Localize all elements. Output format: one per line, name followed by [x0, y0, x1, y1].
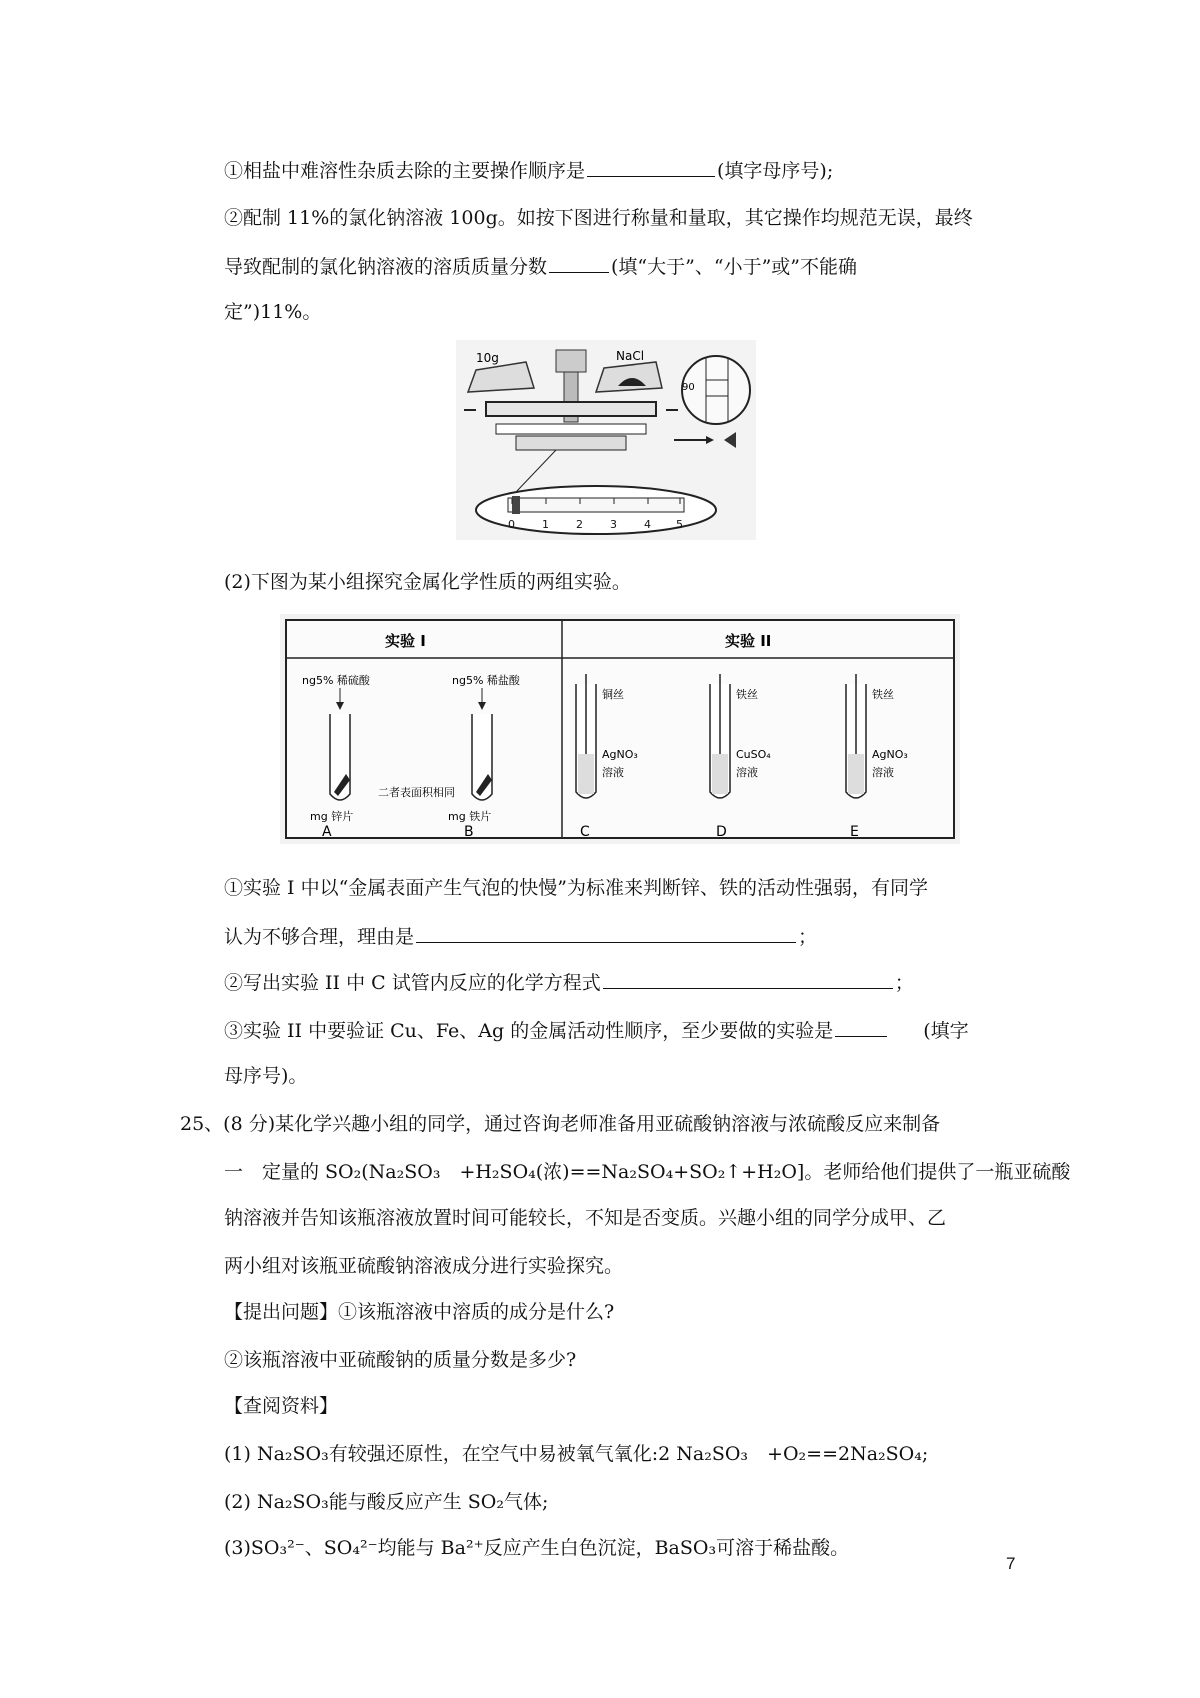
q25-line2: 一 定量的 SO₂(Na₂SO₃ +H₂SO₄(浓)==Na₂SO₄+SO₂↑+H₂O]。老师给他们提供了一瓶亚硫酸 — [224, 1161, 1071, 1183]
tube-c-wire: 铜丝 — [602, 688, 624, 701]
q25-ref-heading: 【查阅资料】 — [224, 1395, 339, 1417]
letter-d: D — [716, 824, 727, 840]
q2-item2 — [224, 968, 914, 997]
experiment-figure — [280, 614, 960, 844]
q1-item1-prefix: ①相盐中难溶性杂质去除的主要操作顺序是 — [224, 160, 586, 182]
same-area-note: 二者表面积相同 — [378, 786, 455, 799]
q25-ref2: (2) Na₂SO₃能与酸反应产生 SO₂气体; — [224, 1491, 549, 1513]
tube-d-solution-word: 溶液 — [736, 766, 758, 779]
q1-item2-line3: 定”)11%。 — [224, 301, 322, 323]
q1-item2-line1: ②配制 11%的氯化钠溶液 100g。如按下图进行称量和量取，其它操作均规范无误，最终 — [224, 207, 973, 229]
scale-tick-4: 4 — [644, 518, 651, 531]
tube-a-metal: mg 锌片 — [310, 810, 354, 823]
answer-blank[interactable] — [416, 922, 796, 943]
tube-e-wire: 铁丝 — [872, 688, 894, 701]
exp1-title: 实验 I — [385, 632, 426, 650]
answer-blank[interactable] — [587, 156, 715, 177]
answer-blank[interactable] — [835, 1016, 887, 1037]
q25-line4: 两小组对该瓶亚硫酸钠溶液成分进行实验探究。 — [224, 1255, 624, 1277]
tube-c-solution: AgNO₃ — [602, 748, 638, 761]
tube-d-wire: 铁丝 — [736, 688, 758, 701]
q1-item1-suffix: (填字母序号); — [717, 160, 834, 182]
tube-b-metal: mg 铁片 — [448, 810, 492, 823]
weight-label: 10g — [476, 351, 499, 365]
scale-tick-2: 2 — [576, 518, 583, 531]
q1-item2-line2 — [224, 252, 857, 281]
scale-tick-0: 0 — [508, 518, 515, 531]
q2-item1-suffix: ； — [798, 926, 818, 948]
balance-figure — [456, 340, 756, 540]
tube-e-solution-word: 溶液 — [872, 766, 894, 779]
q2-item3-line2: 母序号)。 — [224, 1065, 308, 1087]
q2-item1-line1: ①实验 I 中以“金属表面产生气泡的快慢”为标准来判断锌、铁的活动性强弱，有同学 — [224, 877, 929, 899]
salt-label: NaCl — [616, 349, 645, 363]
scale-tick-5: 5 — [676, 518, 683, 531]
letter-e: E — [850, 824, 859, 840]
tube-b-acid: ng5% 稀盐酸 — [452, 674, 520, 687]
q2-item2-prefix: ②写出实验 II 中 C 试管内反应的化学方程式 — [224, 972, 601, 994]
scale-tick-1: 1 — [542, 518, 549, 531]
q2-item3-suffix: (填字 — [923, 1020, 969, 1042]
q2-item2-suffix: ； — [894, 972, 914, 994]
q2-intro: (2)下图为某小组探究金属化学性质的两组实验。 — [224, 571, 631, 593]
answer-blank[interactable] — [603, 968, 893, 989]
q25-question-heading: 【提出问题】①该瓶溶液中溶质的成分是什么? — [224, 1301, 615, 1323]
q2-item3-prefix: ③实验 II 中要验证 Cu、Fe、Ag 的金属活动性顺序，至少要做的实验是 — [224, 1020, 834, 1042]
cylinder-label: 90 — [682, 382, 695, 393]
q25-ref1: (1) Na₂SO₃有较强还原性，在空气中易被氧气氧化:2 Na₂SO₃ +O₂==2Na₂SO₄; — [224, 1443, 929, 1465]
q1-item1 — [224, 156, 833, 185]
tube-a-acid: ng5% 稀硫酸 — [302, 674, 370, 687]
q2-item1-prefix: 认为不够合理，理由是 — [224, 926, 415, 948]
answer-blank[interactable] — [549, 252, 609, 273]
letter-a: A — [322, 824, 332, 840]
exp2-title: 实验 II — [725, 632, 772, 650]
letter-b: B — [464, 824, 474, 840]
q2-item3 — [224, 1016, 969, 1045]
q1-item2-prefix: 导致配制的氯化钠溶液的溶质质量分数 — [224, 256, 548, 278]
scale-tick-3: 3 — [610, 518, 617, 531]
tube-c-solution-word: 溶液 — [602, 766, 624, 779]
q25-line3: 钠溶液并告知该瓶溶液放置时间可能较长，不知是否变质。兴趣小组的同学分成甲、乙 — [224, 1207, 947, 1229]
tube-e-solution: AgNO₃ — [872, 748, 908, 761]
q2-item1-line2 — [224, 922, 817, 951]
tube-d-solution: CuSO₄ — [736, 748, 771, 761]
q25-ref3: (3)SO₃²⁻、SO₄²⁻均能与 Ba²⁺反应产生白色沉淀，BaSO₃可溶于稀盐酸。 — [224, 1537, 850, 1559]
page-number: 7 — [1006, 1554, 1016, 1573]
q25-question2: ②该瓶溶液中亚硫酸钠的质量分数是多少? — [224, 1349, 577, 1371]
q1-item2-suffix: (填“大于”、“小于”或”不能确 — [611, 256, 857, 278]
letter-c: C — [580, 824, 590, 840]
q25-line1: 25、(8 分)某化学兴趣小组的同学，通过咨询老师准备用亚硫酸钠溶液与浓硫酸反应来制备 — [180, 1113, 941, 1135]
